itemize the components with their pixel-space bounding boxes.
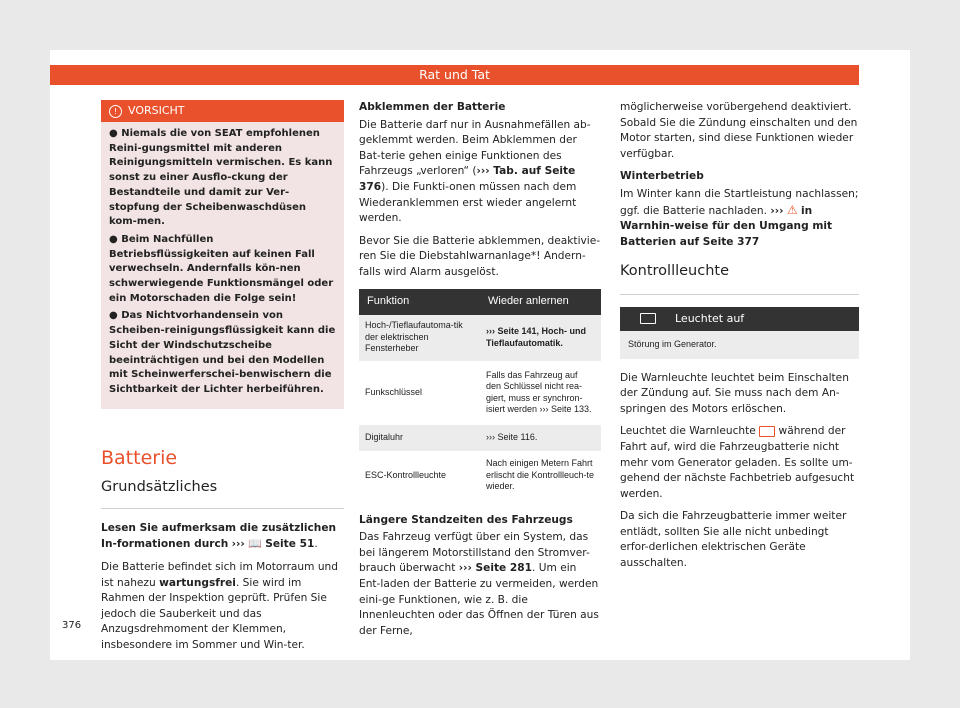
- caution-icon: !: [109, 105, 122, 118]
- warning-reference-link[interactable]: in Warnhin-weise für den Umgang mit Batterien auf Seite 377: [620, 204, 833, 248]
- table-header-function: Funktion: [359, 289, 480, 315]
- table-row: Hoch-/Tieflaufautoma-tik der elektrischen Fensterheber ››› Seite 141, Hoch- und Tieflaufautomatik.: [359, 315, 601, 361]
- caution-body: [101, 122, 344, 409]
- table-row: ESC-Kontrollleuchte Nach einigen Metern Fahrt erlischt die Kontrollleuch-te wieder.: [359, 451, 601, 501]
- table-row: Funkschlüssel Falls das Fahrzeug auf den Schlüssel nicht rea-giert, muss er synchron-isiert werden ››› Seite 133.: [359, 361, 601, 425]
- lamp-status: Leuchtet auf: [675, 312, 745, 326]
- caution-item: ● Beim Nachfüllen Betriebsflüssigkeiten auf keinen Fall verwechseln. Andernfalls kön-nen schwerwiegende Funktionsmängel oder ein Motorschaden die Folge sein!: [109, 233, 334, 304]
- warning-triangle-icon: ⚠: [786, 202, 798, 217]
- disconnect-paragraph: Die Batterie darf nur in Ausnahmefällen ab-geklemmt werden. Beim Abklemmen der Bat-terie gehen einige Funktionen des Fahrzeugs „verloren“ (››› Tab. auf Seite 376). Die Funkti-onen müssen nach dem Wiederanklemmen erst wieder angelernt werden.: [359, 118, 591, 225]
- alarm-paragraph: Bevor Sie die Batterie abklemmen, deaktivie-ren Sie die Diebstahlwarnanlage*! Andern-falls wird Alarm ausgelöst.: [359, 234, 601, 278]
- standstill-paragraph: Das Fahrzeug verfügt über ein System, das bei längerem Motorstillstand den Stromver-brauch überwacht ››› Seite 281. Um ein Ent-laden der Batterie zu vermeiden, werden eini-ge Funktionen, wie z. B. die Innenleuchten oder das Öffnen der Türen aus der Ferne,: [359, 531, 599, 637]
- column-right: [620, 100, 859, 579]
- caution-header: [101, 100, 344, 122]
- divider: [620, 294, 859, 295]
- lamp-paragraph-3: Da sich die Fahrzeugbatterie immer weiter entlädt, sollten Sie alle nicht unbedingt erfor-derlichen elektrischen Geräte ausschalten.: [620, 510, 847, 570]
- lamp-description: Störung im Generator.: [620, 331, 859, 359]
- battery-paragraph: Die Batterie befindet sich im Motorraum und ist nahezu wartungsfrei. Sie wird im Rahmen der Inspektion geprüft. Prüfen Sie jedoch die Sauberkeit und das Anzugsdrehmoment der Klemmen, insbesondere im Sommer und Win-ter.: [101, 561, 338, 651]
- winter-paragraph: Im Winter kann die Startleistung nachlassen; ggf. die Batterie nachladen. ››› ⚠ in Warnhin-weise für den Umgang mit Batterien auf Seite 377: [620, 187, 859, 248]
- intro-paragraph: Lesen Sie aufmerksam die zusätzlichen In-formationen durch ››› 📖 Seite 51.: [101, 521, 337, 551]
- continued-paragraph: möglicherweise vorübergehend deaktiviert. Sobald Sie die Zündung einschalten und den Motor starten, sind diese Funktionen wieder verfügbar.: [620, 101, 858, 160]
- page-header: Rat und Tat: [50, 65, 859, 85]
- table-header-relearn: Wieder anlernen: [480, 289, 601, 315]
- lamp-table-header: [620, 307, 859, 331]
- caution-item: ● Das Nichtvorhandensein von Scheiben-reinigungsflüssigkeit kann die Sicht der Windschutzscheibe beeinträchtigen und bei den Modellen mit Scheinwerferschei-benwischern die Sichtbarkeit der Lichter herbeiführen.: [109, 310, 336, 395]
- column-left: [101, 100, 344, 661]
- table-row: Digitaluhr ››› Seite 116.: [359, 425, 601, 451]
- book-icon: 📖: [248, 537, 262, 551]
- caution-item: ● Niemals die von SEAT empfohlenen Reini-gungsmittel mit anderen Reinigungsmitteln vermischen. Es kann sonst zu einer Ausflo-ckung der Bestandteile und damit zur Ver-stopfung der Scheibenwaschdüsen kom-men.: [109, 128, 333, 228]
- page-reference-link[interactable]: ››› Seite 281: [458, 562, 533, 575]
- heading-disconnect: Abklemmen der Batterie: [359, 101, 506, 113]
- heading-standstill: Längere Standzeiten des Fahrzeugs: [359, 513, 573, 526]
- function-table: [359, 289, 601, 501]
- section-kontrollleuchte: Kontrollleuchte: [620, 263, 730, 280]
- table-reference-link[interactable]: ››› Tab. auf Seite 376: [359, 165, 576, 193]
- section-title: Batterie: [101, 446, 178, 469]
- divider: [101, 508, 344, 509]
- page-number: 376: [62, 620, 82, 631]
- battery-icon: [759, 426, 775, 437]
- section-subtitle: Grundsätzliches: [101, 479, 218, 496]
- heading-winter: Winterbetrieb: [620, 170, 704, 183]
- battery-icon: [640, 313, 656, 324]
- caution-box: [101, 100, 344, 409]
- column-middle: [359, 100, 601, 646]
- lamp-paragraph-1: Die Warnleuchte leuchtet beim Einschalten der Zündung auf. Sie muss nach dem An-springen des Motors erlöschen.: [620, 371, 849, 415]
- caution-title: VORSICHT: [128, 104, 185, 117]
- page-reference-link[interactable]: Seite 51: [265, 538, 315, 551]
- lamp-paragraph-2: Leuchtet die Warnleuchte während der Fahrt auf, wird die Fahrzeugbatterie nicht mehr vom Generator geladen. Es sollte um-gehend der nächste Fachbetrieb aufgesucht werden.: [620, 425, 855, 500]
